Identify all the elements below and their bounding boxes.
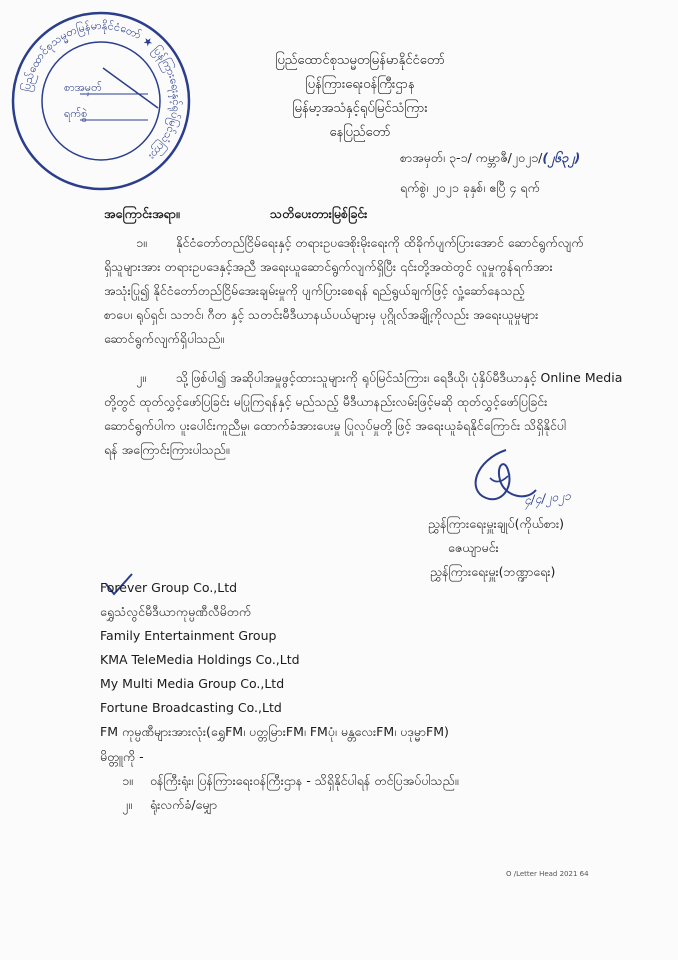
copy-item-number: ၁။ [122,773,133,788]
paragraph-1-line: ရှိသူများအား တရားဥပဒေနှင့်အညီ အရေးယူဆောင်ရွက်လျက်ရှိပြီး ၎င်းတို့အထဲတွင် လူမှုကွန်ရက်အား [104,259,553,274]
paragraph-2-line: သို့ဖြစ်ပါ၍ အဆိုပါအမှုဖွင့်ထားသူများကို ရုပ်မြင်သံကြား၊ ရေဒီယို၊ ပုံနှိပ်မီဒီယာနှင့် Online Media [176,370,623,385]
seal-field-label-2: ရက်စွဲ [64,107,88,120]
paragraph-2-number: ၂။ [136,370,146,385]
official-seal [8,8,194,194]
seal-field-label-1: စာအမှတ် [64,81,102,94]
recipient: ရွှေသံလွင်မီဒီယာကုမ္ပဏီလီမိတက် [100,604,252,619]
seal-graphic [8,8,194,194]
recipient: KMA TeleMedia Holdings Co.,Ltd [100,652,300,667]
recipient: My Multi Media Group Co.,Ltd [100,676,285,691]
recipient: Family Entertainment Group [100,628,277,643]
reference-handwritten-number: (၂၆၃၂) [542,150,581,165]
signature-date: ၄/၄/၂၀၂၁ [523,488,572,508]
paragraph-2-line: တို့တွင် ထုတ်လွှင့်ဖော်ပြခြင်း မပြုကြရန်နှင့် မည်သည့် မီဒီယာနည်းလမ်းဖြင့်မဆို ထုတ်လွှင့်ဖော်ပြခြင်း [104,394,548,409]
paragraph-2-line: ရန် အကြောင်းကြားပါသည်။ [104,442,230,457]
paragraph-1-line: ဆောင်ရွက်လျက်ရှိပါသည်။ [104,331,225,346]
letterhead-country: ပြည်ထောင်စုသမ္မတမြန်မာနိုင်ငံတော် [275,53,445,68]
letterhead-department: မြန်မာ့အသံနှင့်ရုပ်မြင်သံကြား [292,101,428,116]
seal-arc-text: ပြည်ထောင်စုသမ္မတမြန်မာနိုင်ငံတော် ★ ပြန်ကြားရေးနှင့်ရုပ်မြင်သံကြား [19,18,184,163]
copy-label: မိတ္တူကို - [100,749,144,764]
letterhead-ministry: ပြန်ကြားရေးဝန်ကြီးဌာန [305,77,415,92]
paragraph-2-line: ဆောင်ရွက်ပါက ပူးပေါင်းကူညီမှု၊ ထောက်ခံအားပေးမှု ပြုလုပ်မှုတို့ဖြင့် အရေးယူခံရနိုင်ကြောင်း သိရှိနိုင်ပါ [104,418,567,433]
copy-item: ရုံးလက်ခံ/မျှော [150,797,218,812]
copy-item: ဝန်ကြီးရုံး၊ ပြန်ကြားရေးဝန်ကြီးဌာန - သိရှိနိုင်ပါရန် တင်ပြအပ်ပါသည်။ [150,773,459,788]
signatory-position: ညွှန်ကြားရေးမှူး(ဘဏ္ဍာရေး) [430,564,556,579]
reference-number [400,146,580,170]
reference-label: စာအမှတ်၊ [400,150,445,165]
paragraph-1-line: အသုံးပြု၍ နိုင်ငံတော်တည်ငြိမ်အေးချမ်းမှုကို ပျက်ပြားစေရန် ရည်ရွယ်ချက်ဖြင့် လှုံ့ဆော်နေသည့် [104,283,525,298]
recipient: Forever Group Co.,Ltd [100,580,238,595]
recipient: FM ကုမ္ပဏီများအားလုံး(ရွှေFM၊ ပတ္တမြားFM၊ FMပုံ၊ မန္တလေးFM၊ ပဒုမ္မာFM) [100,724,449,739]
letterhead-city: နေပြည်တော် [329,125,391,140]
reference-date: ရက်စွဲ၊ ၂၀၂၁ ခုနှစ်၊ ဧပြီ ၄ ရက် [400,180,540,195]
reference-code: ၃-၁/ ကမ္ဘာဇီ/၂၀၂၁/ [448,150,543,165]
subject-label: အကြောင်းအရာ။ [104,206,180,221]
copy-item-number: ၂။ [122,797,132,812]
paragraph-1-number: ၁။ [136,235,147,250]
footer-code: O /Letter Head 2021 64 [506,870,589,878]
signatory-title: ညွှန်ကြားရေးမှူးချုပ်(ကိုယ်စား) [428,516,565,531]
signatory-name: ဇေယျာမင်း [448,540,499,555]
recipient: Fortune Broadcasting Co.,Ltd [100,700,282,715]
subject-text: သတိပေးတားမြစ်ခြင်း [270,206,368,221]
paragraph-1-line: နိုင်ငံတော်တည်ငြိမ်ရေးနှင့် တရားဥပဒေစိုးမိုးရေးကို ထိခိုက်ပျက်ပြားအောင် ဆောင်ရွက်လျက် [176,235,584,250]
paragraph-1-line: စာပေ၊ ရုပ်ရှင်၊ သဘင်၊ ဂီတ နှင့် သတင်းမီဒီယာနယ်ပယ်များမှ ပုဂ္ဂိုလ်အချို့ကိုလည်း အရေးယူမှုများ [104,307,539,322]
